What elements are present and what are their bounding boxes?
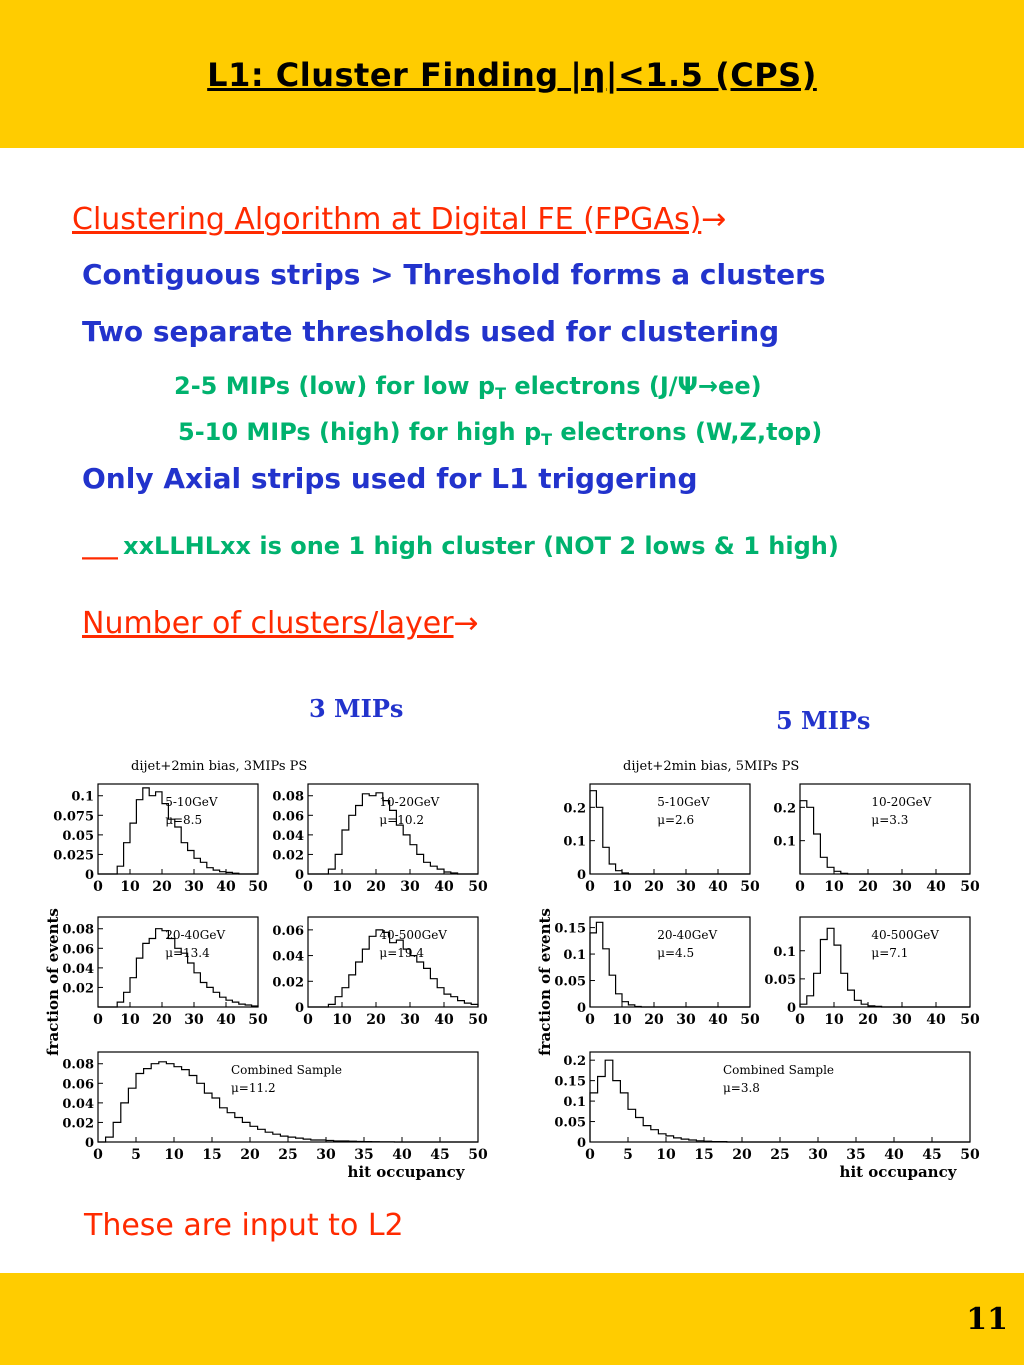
histogram-panel — [773, 784, 980, 895]
y-tick-label: 0.06 — [272, 923, 304, 939]
subscript-t: T — [495, 384, 506, 403]
x-tick-label: 10 — [164, 1147, 184, 1163]
axial-text: Only Axial strips used for L1 triggering — [82, 462, 698, 495]
x-tick-label: 10 — [120, 879, 140, 895]
y-tick-label: 0.06 — [62, 942, 94, 958]
panel-annotation: 5-10GeV — [165, 795, 218, 809]
x-tick-label: 20 — [858, 879, 878, 895]
y-tick-label: 0.1 — [563, 834, 586, 850]
x-tick-label: 0 — [585, 1147, 595, 1163]
y-tick-label: 0.08 — [272, 789, 304, 805]
y-tick-label: 0.2 — [773, 801, 796, 817]
figure-title: dijet+2min bias, 3MIPs PS — [131, 759, 308, 774]
panel-annotation: 40-500GeV — [379, 928, 447, 942]
figure-title: dijet+2min bias, 5MIPs PS — [623, 759, 800, 774]
panel-annotation: Combined Sample — [723, 1063, 835, 1077]
x-tick-label: 0 — [795, 879, 805, 895]
x-tick-label: 50 — [960, 1147, 980, 1163]
x-tick-label: 30 — [892, 1012, 912, 1028]
histogram-panel — [563, 784, 760, 895]
y-tick-label: 0 — [786, 1001, 796, 1016]
high-threshold-b: electrons (W,Z,top) — [552, 418, 823, 446]
y-tick-label: 0.08 — [62, 1057, 94, 1073]
x-tick-label: 30 — [676, 1012, 696, 1028]
y-tick-label: 0 — [576, 1136, 586, 1151]
x-tick-label: 20 — [152, 1012, 172, 1028]
x-tick-label: 15 — [202, 1147, 222, 1163]
y-tick-label: 0.05 — [554, 974, 586, 990]
right-plot-label: 5 MIPs — [776, 706, 871, 735]
x-tick-label: 30 — [808, 1147, 828, 1163]
arrow-icon: → — [701, 202, 727, 237]
y-tick-label: 0.15 — [554, 1074, 586, 1090]
panel-mean: μ=8.5 — [165, 813, 203, 827]
x-tick-label: 10 — [612, 879, 632, 895]
x-tick-label: 45 — [430, 1147, 450, 1163]
number-heading-text: Number of clusters/layer — [82, 606, 454, 641]
y-tick-label: 0.05 — [62, 828, 94, 844]
thresholds-text: Two separate thresholds used for clustering — [82, 315, 780, 348]
panel-mean: μ=19.4 — [379, 946, 424, 960]
histogram-panel — [53, 784, 268, 895]
y-tick-label: 0.02 — [62, 1116, 94, 1132]
panel-annotation: 20-40GeV — [165, 928, 226, 942]
page-title: L1: Cluster Finding |η|<1.5 (CPS) — [207, 56, 817, 94]
number-heading — [82, 606, 479, 641]
y-tick-label: 0.04 — [272, 949, 304, 965]
x-tick-label: 45 — [922, 1147, 942, 1163]
y-tick-label: 0 — [84, 1136, 94, 1151]
x-tick-label: 50 — [468, 879, 488, 895]
x-tick-label: 40 — [926, 879, 946, 895]
y-tick-label: 0 — [84, 868, 94, 883]
y-tick-label: 0 — [294, 1001, 304, 1016]
right-figure — [528, 752, 988, 1192]
y-tick-label: 0.05 — [554, 1115, 586, 1131]
x-tick-label: 20 — [366, 1012, 386, 1028]
page-number: 11 — [966, 1302, 1008, 1337]
y-tick-label: 0 — [576, 1001, 586, 1016]
histogram-panel — [62, 917, 268, 1028]
x-tick-label: 10 — [332, 879, 352, 895]
x-tick-label: 40 — [884, 1147, 904, 1163]
y-tick-label: 0.1 — [773, 834, 796, 850]
x-tick-label: 40 — [926, 1012, 946, 1028]
y-tick-label: 0.02 — [62, 981, 94, 997]
y-tick-label: 0.04 — [62, 961, 94, 977]
x-tick-label: 35 — [846, 1147, 866, 1163]
x-tick-label: 40 — [434, 879, 454, 895]
y-tick-label: 0.2 — [563, 1054, 586, 1070]
x-tick-label: 0 — [93, 1147, 103, 1163]
x-tick-label: 20 — [644, 1012, 664, 1028]
x-tick-label: 10 — [656, 1147, 676, 1163]
x-tick-label: 30 — [676, 879, 696, 895]
y-tick-label: 0.08 — [62, 922, 94, 938]
x-tick-label: 30 — [400, 1012, 420, 1028]
x-tick-label: 40 — [216, 1012, 236, 1028]
x-tick-label: 10 — [332, 1012, 352, 1028]
x-tick-label: 50 — [468, 1147, 488, 1163]
x-tick-label: 20 — [366, 879, 386, 895]
x-tick-label: 20 — [240, 1147, 260, 1163]
panel-mean: μ=10.2 — [379, 813, 424, 827]
histogram-panel — [764, 917, 980, 1028]
y-tick-label: 0.15 — [554, 921, 586, 937]
x-tick-label: 50 — [740, 879, 760, 895]
high-threshold-text — [178, 418, 822, 449]
x-tick-label: 50 — [468, 1012, 488, 1028]
x-tick-label: 0 — [303, 1012, 313, 1028]
x-tick-label: 50 — [960, 1012, 980, 1028]
x-tick-label: 0 — [585, 879, 595, 895]
y-tick-label: 0.1 — [71, 789, 94, 805]
y-axis-label: fraction of events — [44, 908, 62, 1056]
x-tick-label: 40 — [434, 1012, 454, 1028]
arrow-icon: → — [453, 606, 479, 641]
y-tick-label: 0.02 — [272, 975, 304, 991]
low-threshold-b: electrons (J/Ψ→ee) — [505, 372, 762, 400]
y-tick-label: 0 — [294, 868, 304, 883]
footer-band — [0, 1273, 1024, 1365]
y-tick-label: 0.04 — [62, 1096, 94, 1112]
x-tick-label: 10 — [120, 1012, 140, 1028]
panel-mean: μ=3.3 — [871, 813, 909, 827]
panel-mean: μ=11.2 — [231, 1081, 276, 1095]
blank-underline: ___ — [82, 532, 118, 560]
panel-annotation: 5-10GeV — [657, 795, 710, 809]
clustering-heading — [72, 202, 726, 237]
y-tick-label: 0.075 — [53, 809, 94, 825]
high-threshold-a: 5-10 MIPs (high) for high p — [178, 418, 542, 446]
histogram-line — [800, 801, 970, 874]
x-tick-label: 30 — [400, 879, 420, 895]
x-tick-label: 25 — [278, 1147, 298, 1163]
x-tick-label: 20 — [858, 1012, 878, 1028]
x-tick-label: 10 — [612, 1012, 632, 1028]
left-figure — [36, 752, 496, 1192]
y-tick-label: 0.02 — [272, 848, 304, 864]
x-tick-label: 20 — [732, 1147, 752, 1163]
x-tick-label: 30 — [316, 1147, 336, 1163]
panel-annotation: 40-500GeV — [871, 928, 939, 942]
panel-annotation: 10-20GeV — [379, 795, 440, 809]
y-tick-label: 0.05 — [764, 972, 796, 988]
y-tick-label: 0.025 — [53, 848, 94, 864]
x-tick-label: 15 — [694, 1147, 714, 1163]
low-threshold-a: 2-5 MIPs (low) for low p — [174, 372, 496, 400]
input-l2-text: These are input to L2 — [84, 1208, 404, 1243]
x-tick-label: 30 — [184, 1012, 204, 1028]
y-tick-label: 0.1 — [563, 1095, 586, 1111]
x-axis-label: hit occupancy — [347, 1163, 465, 1181]
clustering-heading-text: Clustering Algorithm at Digital FE (FPGAs) — [72, 202, 702, 237]
histogram-panel — [554, 917, 760, 1028]
y-axis-label: fraction of events — [536, 908, 554, 1056]
panel-mean: μ=7.1 — [871, 946, 909, 960]
x-tick-label: 0 — [93, 1012, 103, 1028]
y-tick-label: 0 — [576, 868, 586, 883]
y-tick-label: 0.1 — [773, 944, 796, 960]
x-tick-label: 0 — [795, 1012, 805, 1028]
histogram-panel — [62, 1052, 488, 1163]
x-tick-label: 50 — [960, 879, 980, 895]
x-tick-label: 40 — [216, 879, 236, 895]
left-plot-label: 3 MIPs — [309, 694, 404, 723]
histogram-panel — [272, 917, 488, 1028]
panel-annotation: 10-20GeV — [871, 795, 932, 809]
x-tick-label: 50 — [248, 879, 268, 895]
right-histogram-grid — [528, 752, 988, 1192]
y-tick-label: 0.1 — [563, 948, 586, 964]
x-tick-label: 10 — [824, 1012, 844, 1028]
left-histogram-grid — [36, 752, 496, 1192]
panel-annotation: 20-40GeV — [657, 928, 718, 942]
panel-annotation: Combined Sample — [231, 1063, 343, 1077]
y-tick-label: 0.2 — [563, 801, 586, 817]
x-tick-label: 50 — [740, 1012, 760, 1028]
y-tick-label: 0.04 — [272, 828, 304, 844]
panel-mean: μ=4.5 — [657, 946, 695, 960]
x-tick-label: 50 — [248, 1012, 268, 1028]
histogram-panel — [272, 784, 488, 895]
x-tick-label: 0 — [303, 879, 313, 895]
xxllhlxx-text: xxLLHLxx is one 1 high cluster (NOT 2 lows & 1 high) — [123, 532, 839, 560]
x-tick-label: 35 — [354, 1147, 374, 1163]
x-axis-label: hit occupancy — [839, 1163, 957, 1181]
subscript-t: T — [541, 430, 553, 449]
x-tick-label: 30 — [892, 879, 912, 895]
panel-mean: μ=3.8 — [723, 1081, 760, 1095]
x-tick-label: 40 — [392, 1147, 412, 1163]
x-tick-label: 5 — [131, 1147, 141, 1163]
contiguous-text: Contiguous strips > Threshold forms a clusters — [82, 258, 826, 291]
x-tick-label: 20 — [152, 879, 172, 895]
x-tick-label: 20 — [644, 879, 664, 895]
panel-mean: μ=13.4 — [165, 946, 210, 960]
x-tick-label: 40 — [708, 879, 728, 895]
x-tick-label: 30 — [184, 879, 204, 895]
x-tick-label: 0 — [585, 1012, 595, 1028]
low-threshold-text — [174, 372, 762, 403]
xxllhlxx-line — [82, 532, 839, 560]
x-tick-label: 0 — [93, 879, 103, 895]
y-tick-label: 0.06 — [272, 809, 304, 825]
y-tick-label: 0.06 — [62, 1077, 94, 1093]
histogram-panel — [554, 1052, 980, 1163]
x-tick-label: 5 — [623, 1147, 633, 1163]
x-tick-label: 10 — [824, 879, 844, 895]
x-tick-label: 40 — [708, 1012, 728, 1028]
panel-mean: μ=2.6 — [657, 813, 695, 827]
x-tick-label: 25 — [770, 1147, 790, 1163]
